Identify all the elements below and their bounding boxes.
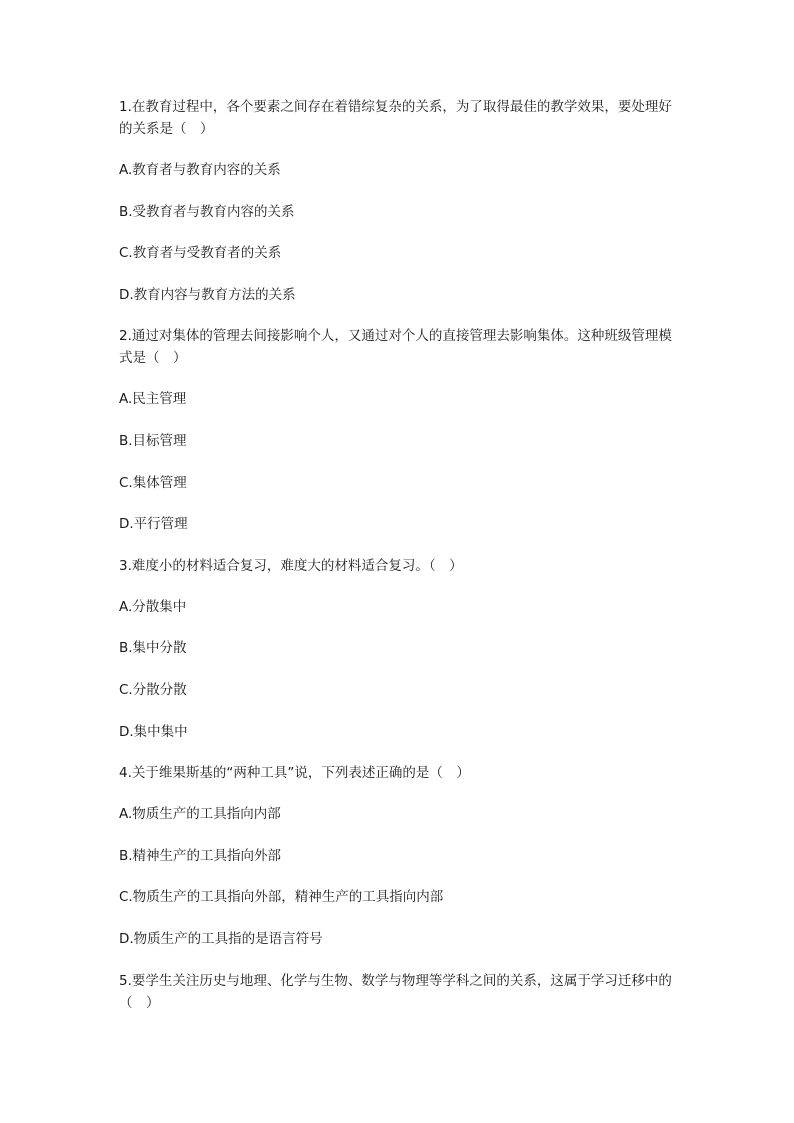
question-4-option-d: D.物质生产的工具指的是语言符号 [119, 930, 323, 947]
question-1-option-c: C.教育者与受教育者的关系 [119, 245, 282, 262]
question-2-option-c: C.集体管理 [119, 474, 187, 491]
question-1-option-d: D.教育内容与教育方法的关系 [119, 286, 296, 303]
question-1-option-b: B.受教育者与教育内容的关系 [119, 203, 295, 220]
question-3-stem: 3.难度小的材料适合复习，难度大的材料适合复习。（ ） [119, 557, 463, 574]
question-5-stem: 5.要学生关注历史与地理、化学与生物、数学与物理等学科之间的关系，这属于学习迁移中的（ ） [119, 972, 672, 1011]
question-4-stem: 4.关于维果斯基的“两种工具”说，下列表述正确的是（ ） [119, 765, 470, 782]
question-3-option-d: D.集中集中 [119, 723, 188, 740]
question-4-option-c: C.物质生产的工具指向外部，精神生产的工具指向内部 [119, 889, 444, 906]
question-2-option-a: A.民主管理 [119, 391, 187, 408]
question-2-stem: 2.通过对集体的管理去间接影响个人，又通过对个人的直接管理去影响集体。这种班级管理模式是（ ） [119, 328, 672, 367]
question-4-option-b: B.精神生产的工具指向外部 [119, 847, 282, 864]
question-2-option-d: D.平行管理 [119, 516, 188, 533]
question-2-option-b: B.目标管理 [119, 432, 187, 449]
question-3-option-a: A.分散集中 [119, 598, 187, 615]
question-list [119, 96, 675, 1014]
question-4-option-a: A.物质生产的工具指向内部 [119, 806, 281, 823]
question-3-option-b: B.集中分散 [119, 640, 187, 657]
question-3-option-c: C.分散分散 [119, 681, 187, 698]
question-1-option-a: A.教育者与教育内容的关系 [119, 162, 281, 178]
question-1-stem: 1.在教育过程中，各个要素之间存在着错综复杂的关系，为了取得最佳的教学效果，要处理好的关系是（ ） [119, 99, 672, 137]
